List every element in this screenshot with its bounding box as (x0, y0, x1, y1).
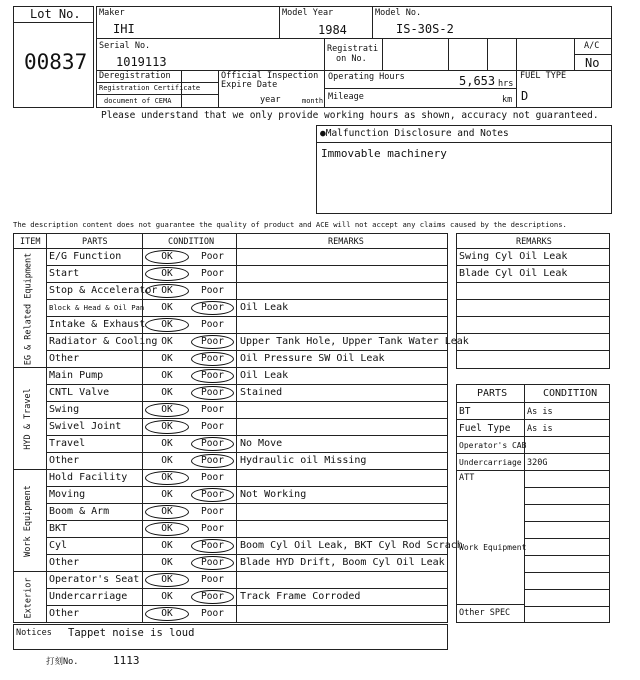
remark-text: Oil Leak (240, 302, 289, 313)
header-remarks: REMARKS (328, 237, 364, 247)
poor-option: Poor (201, 268, 224, 279)
part-name: E/G Function (49, 251, 122, 262)
registration-no-label-2: on No. (336, 54, 367, 64)
inspection-label-1: Official Inspection (221, 71, 319, 81)
ac-value: No (585, 56, 600, 70)
remark-text: Oil Leak (240, 370, 289, 381)
lot-no-value: 00837 (24, 50, 88, 74)
part-name: Swivel Joint (49, 421, 122, 432)
part-name: Other (49, 455, 80, 466)
spec-condition: As is (527, 407, 553, 417)
mileage-label: Mileage (328, 92, 364, 102)
part-name: Hold Facility (49, 472, 128, 483)
right-remark-row: Blade Cyl Oil Leak (459, 268, 568, 279)
part-name: Radiator & Cooling (49, 336, 158, 347)
operating-hours-value: 5,653 (459, 74, 496, 88)
poor-circled: Poor (191, 590, 234, 604)
right-remarks-header: REMARKS (516, 237, 552, 247)
part-name: Cyl (49, 540, 68, 551)
operating-hours-label: Operating Hours (328, 72, 405, 82)
model-no-value: IS-30S-2 (396, 22, 454, 36)
remark-text: Oil Pressure SW Oil Leak (240, 353, 385, 364)
remark-text: No Move (240, 438, 283, 449)
ok-option: OK (161, 370, 173, 381)
right-remark-row: Swing Cyl Oil Leak (459, 251, 568, 262)
remark-text: Stained (240, 387, 283, 398)
km-unit: km (502, 95, 513, 105)
poor-option: Poor (201, 421, 224, 432)
poor-circled: Poor (191, 539, 234, 553)
ok-circled: OK (145, 250, 189, 264)
ok-circled: OK (145, 573, 189, 587)
hours-disclaimer: Please understand that we only provide working hours as shown, accuracy not guaranteed. (101, 110, 599, 121)
poor-circled: Poor (191, 437, 234, 451)
stamp-value: 1113 (113, 654, 140, 667)
parts-header: PARTS (477, 388, 508, 399)
header-item: ITEM (20, 237, 41, 247)
notices-text: Tappet noise is loud (68, 627, 195, 639)
ok-option: OK (161, 540, 173, 551)
poor-circled: Poor (191, 335, 234, 349)
remark-text: Upper Tank Hole, Upper Tank Water Leak (240, 336, 469, 347)
fuel-type-label: FUEL TYPE (520, 71, 567, 81)
part-name: Swing (49, 404, 80, 415)
spec-condition: As is (527, 424, 553, 434)
remark-text: Boom Cyl Oil Leak, BKT Cyl Rod Scrach (240, 540, 463, 551)
ok-option: OK (161, 387, 173, 398)
poor-circled: Poor (191, 386, 234, 400)
ac-label: A/C (584, 41, 600, 51)
ok-circled: OK (145, 607, 189, 621)
ok-option: OK (161, 455, 173, 466)
ok-circled: OK (145, 505, 189, 519)
spec-part: Operator's CAB (459, 441, 527, 450)
item-group-label: Exterior (23, 577, 33, 618)
registration-no-label-1: Registrati (327, 44, 379, 54)
part-name: Intake & Exhaust (49, 319, 146, 330)
ok-circled: OK (145, 403, 189, 417)
header-condition: CONDITION (168, 237, 215, 247)
spec-condition: 320G (527, 458, 548, 468)
ok-option: OK (161, 336, 173, 347)
serial-no-value: 1019113 (116, 55, 167, 69)
item-group-label: EG & Related Equipment (23, 252, 33, 365)
poor-option: Poor (201, 404, 224, 415)
ok-circled: OK (145, 522, 189, 536)
spec-part: Undercarriage (459, 458, 522, 467)
remark-text: Blade HYD Drift, Boom Cyl Oil Leak (240, 557, 445, 568)
part-name: Travel (49, 438, 86, 449)
cema-label: document of CEMA (104, 97, 172, 105)
poor-option: Poor (201, 319, 224, 330)
part-name: Stop & Accelerator (49, 285, 158, 296)
part-name: CNTL Valve (49, 387, 110, 398)
poor-circled: Poor (191, 556, 234, 570)
ok-circled: OK (145, 284, 189, 298)
description-disclaimer: The description content does not guarantee the quality of product and ACE will not accept any claims caused by the descriptions. (13, 220, 567, 229)
part-name: Block & Head & Oil Pan (49, 303, 145, 312)
serial-no-label: Serial No. (99, 41, 151, 51)
poor-circled: Poor (191, 301, 234, 315)
fuel-type-value: D (521, 89, 529, 103)
poor-option: Poor (201, 285, 224, 296)
poor-circled: Poor (191, 352, 234, 366)
remark-text: Track Frame Corroded (240, 591, 361, 602)
poor-option: Poor (201, 523, 224, 534)
ok-option: OK (161, 438, 173, 449)
work-equipment-label: Work Equipment (459, 543, 527, 552)
month-label: month (302, 97, 324, 105)
malfunction-title: ●Malfunction Disclosure and Notes (320, 128, 509, 139)
poor-circled: Poor (191, 488, 234, 502)
part-name: Operator's Seat (49, 574, 140, 585)
part-name: Other (49, 353, 80, 364)
poor-option: Poor (201, 574, 224, 585)
part-name: Boom & Arm (49, 506, 110, 517)
item-group-label: HYD & Travel (23, 388, 33, 450)
att-label: ATT (459, 473, 475, 483)
part-name: Moving (49, 489, 86, 500)
header-parts: PARTS (82, 237, 108, 247)
registration-certificate-label: Registration Certificate (99, 84, 201, 92)
part-name: Other (49, 608, 80, 619)
poor-circled: Poor (191, 454, 234, 468)
poor-option: Poor (201, 251, 224, 262)
poor-option: Poor (201, 506, 224, 517)
ok-circled: OK (145, 420, 189, 434)
ok-option: OK (161, 489, 173, 500)
year-label: year (260, 95, 281, 105)
ok-circled: OK (145, 318, 189, 332)
lot-no-label: Lot No. (30, 7, 81, 21)
part-name: BKT (49, 523, 68, 534)
ok-option: OK (161, 591, 173, 602)
spec-part: BT (459, 406, 471, 417)
poor-option: Poor (201, 472, 224, 483)
model-no-label: Model No. (375, 8, 422, 18)
notices-label: Notices (16, 628, 52, 638)
model-year-label: Model Year (282, 8, 334, 18)
spec-part: Fuel Type (459, 423, 511, 434)
poor-option: Poor (201, 608, 224, 619)
deregistration-label: Deregistration (99, 71, 171, 81)
part-name: Other (49, 557, 80, 568)
part-name: Main Pump (49, 370, 104, 381)
remark-text: Hydraulic oil Missing (240, 455, 367, 466)
ok-option: OK (161, 353, 173, 364)
maker-label: Maker (99, 8, 125, 18)
malfunction-text: Immovable machinery (321, 147, 447, 160)
ok-option: OK (161, 302, 173, 313)
ok-option: OK (161, 557, 173, 568)
remark-text: Not Working (240, 489, 307, 500)
maker-value: IHI (113, 22, 135, 36)
model-year-value: 1984 (318, 23, 347, 37)
part-name: Start (49, 268, 80, 279)
ok-circled: OK (145, 267, 189, 281)
ok-circled: OK (145, 471, 189, 485)
condition-header: CONDITION (543, 388, 598, 399)
hrs-unit: hrs (498, 79, 514, 89)
inspection-label-2: Expire Date (221, 80, 278, 90)
stamp-label: 打刻No. (46, 657, 79, 667)
other-spec-label: Other SPEC (459, 608, 511, 618)
part-name: Undercarriage (49, 591, 128, 602)
item-group-label: Work Equipment (23, 485, 33, 557)
poor-circled: Poor (191, 369, 234, 383)
